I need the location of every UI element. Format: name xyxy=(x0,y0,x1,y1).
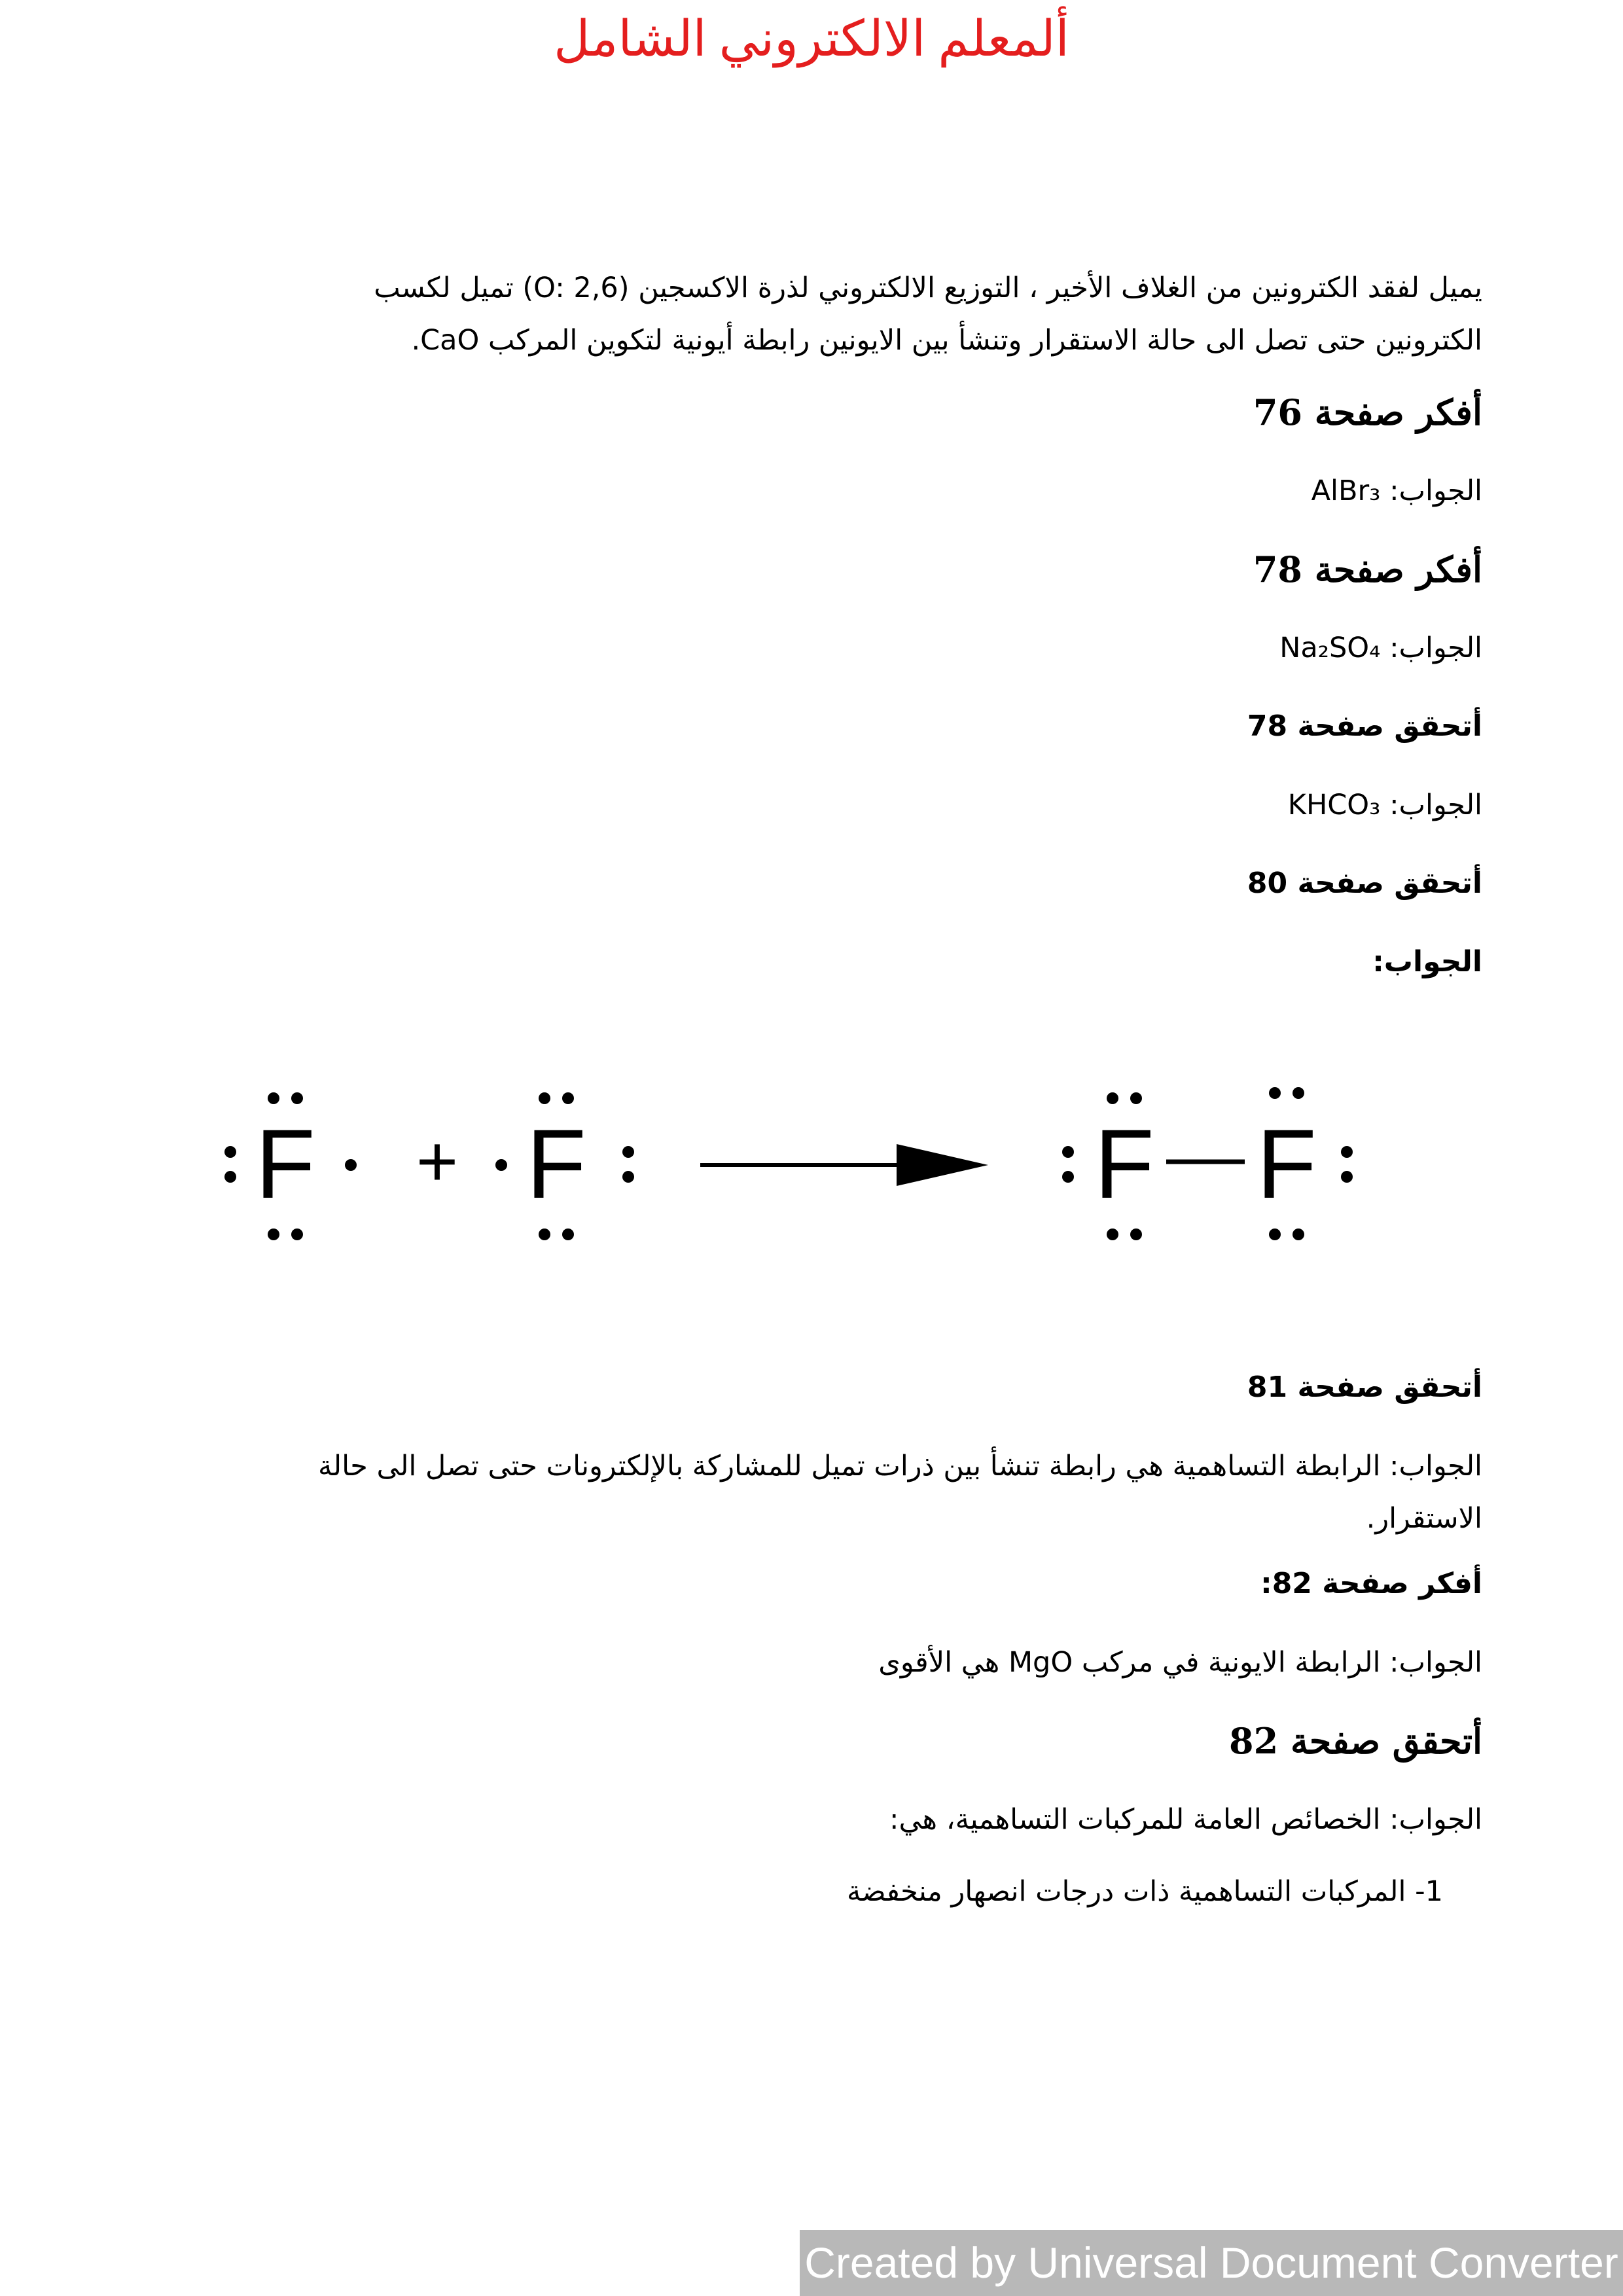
answer-label: الجواب: xyxy=(1389,475,1482,507)
section-heading: أفكر صفحة 82: xyxy=(1260,1567,1482,1600)
answer-line-1: الجواب: الرابطة التساهمية هي رابطة تنشأ بين ذرات تميل للمشاركة بالإلكترونات حتى تصل الى حالة xyxy=(317,1450,1482,1482)
answer-line xyxy=(239,622,1482,674)
document-body xyxy=(239,262,1482,988)
fluorine-symbol-4: F xyxy=(1257,1109,1317,1219)
section-heading: أفكر صفحة 78 xyxy=(1253,548,1482,590)
plus-sign: + xyxy=(416,1121,459,1202)
answer-line-2: الاستقرار. xyxy=(1366,1502,1482,1535)
answer-label: الجواب: xyxy=(1389,789,1482,821)
answer-line: الجواب: الخصائص العامة للمركبات التساهمية، هي: xyxy=(889,1803,1482,1836)
page-title: ألمعلم الالكتروني الشامل xyxy=(554,12,1069,67)
lewis-structure-diagram xyxy=(209,1073,1361,1263)
fluorine-symbol-1: F xyxy=(255,1109,315,1219)
answer-line: الجواب: الرابطة الايونية في مركب MgO هي الأقوى xyxy=(878,1646,1482,1679)
fluorine-symbol-3: F xyxy=(1094,1109,1154,1219)
chemical-formula: Na₂SO₄ xyxy=(1279,632,1381,664)
answer-line xyxy=(239,465,1482,517)
chemical-formula: AlBr₃ xyxy=(1311,475,1381,507)
reaction-arrow-head-icon xyxy=(897,1144,988,1186)
answer-label: الجواب: xyxy=(1389,632,1482,664)
section-heading: أتحقق صفحة 82 xyxy=(1229,1720,1482,1762)
answer-label: الجواب: xyxy=(1372,945,1482,978)
intro-line-2: الكترونين حتى تصل الى حالة الاستقرار وتنشأ بين الايونين رابطة أيونية لتكوين المركب CaO. xyxy=(411,324,1482,357)
chemical-formula: KHCO₃ xyxy=(1287,789,1381,821)
intro-line-1: يميل لفقد الكترونين من الغلاف الأخير ، التوزيع الالكتروني لذرة الاكسجين (O: 2,6) تميل لكسب xyxy=(374,272,1482,304)
watermark-banner: Created by Universal Document Converter xyxy=(800,2230,1623,2296)
section-heading: أتحقق صفحة 78 xyxy=(1247,709,1482,743)
list-item: 1- المركبات التساهمية ذات درجات انصهار منخفضة xyxy=(846,1875,1443,1908)
document-body-continued xyxy=(239,1361,1482,1918)
section-heading: أتحقق صفحة 80 xyxy=(1247,867,1482,900)
fluorine-symbol-2: F xyxy=(526,1109,586,1219)
section-heading: أفكر صفحة 76 xyxy=(1253,391,1482,433)
section-heading: أتحقق صفحة 81 xyxy=(1247,1371,1482,1404)
answer-line xyxy=(239,779,1482,831)
